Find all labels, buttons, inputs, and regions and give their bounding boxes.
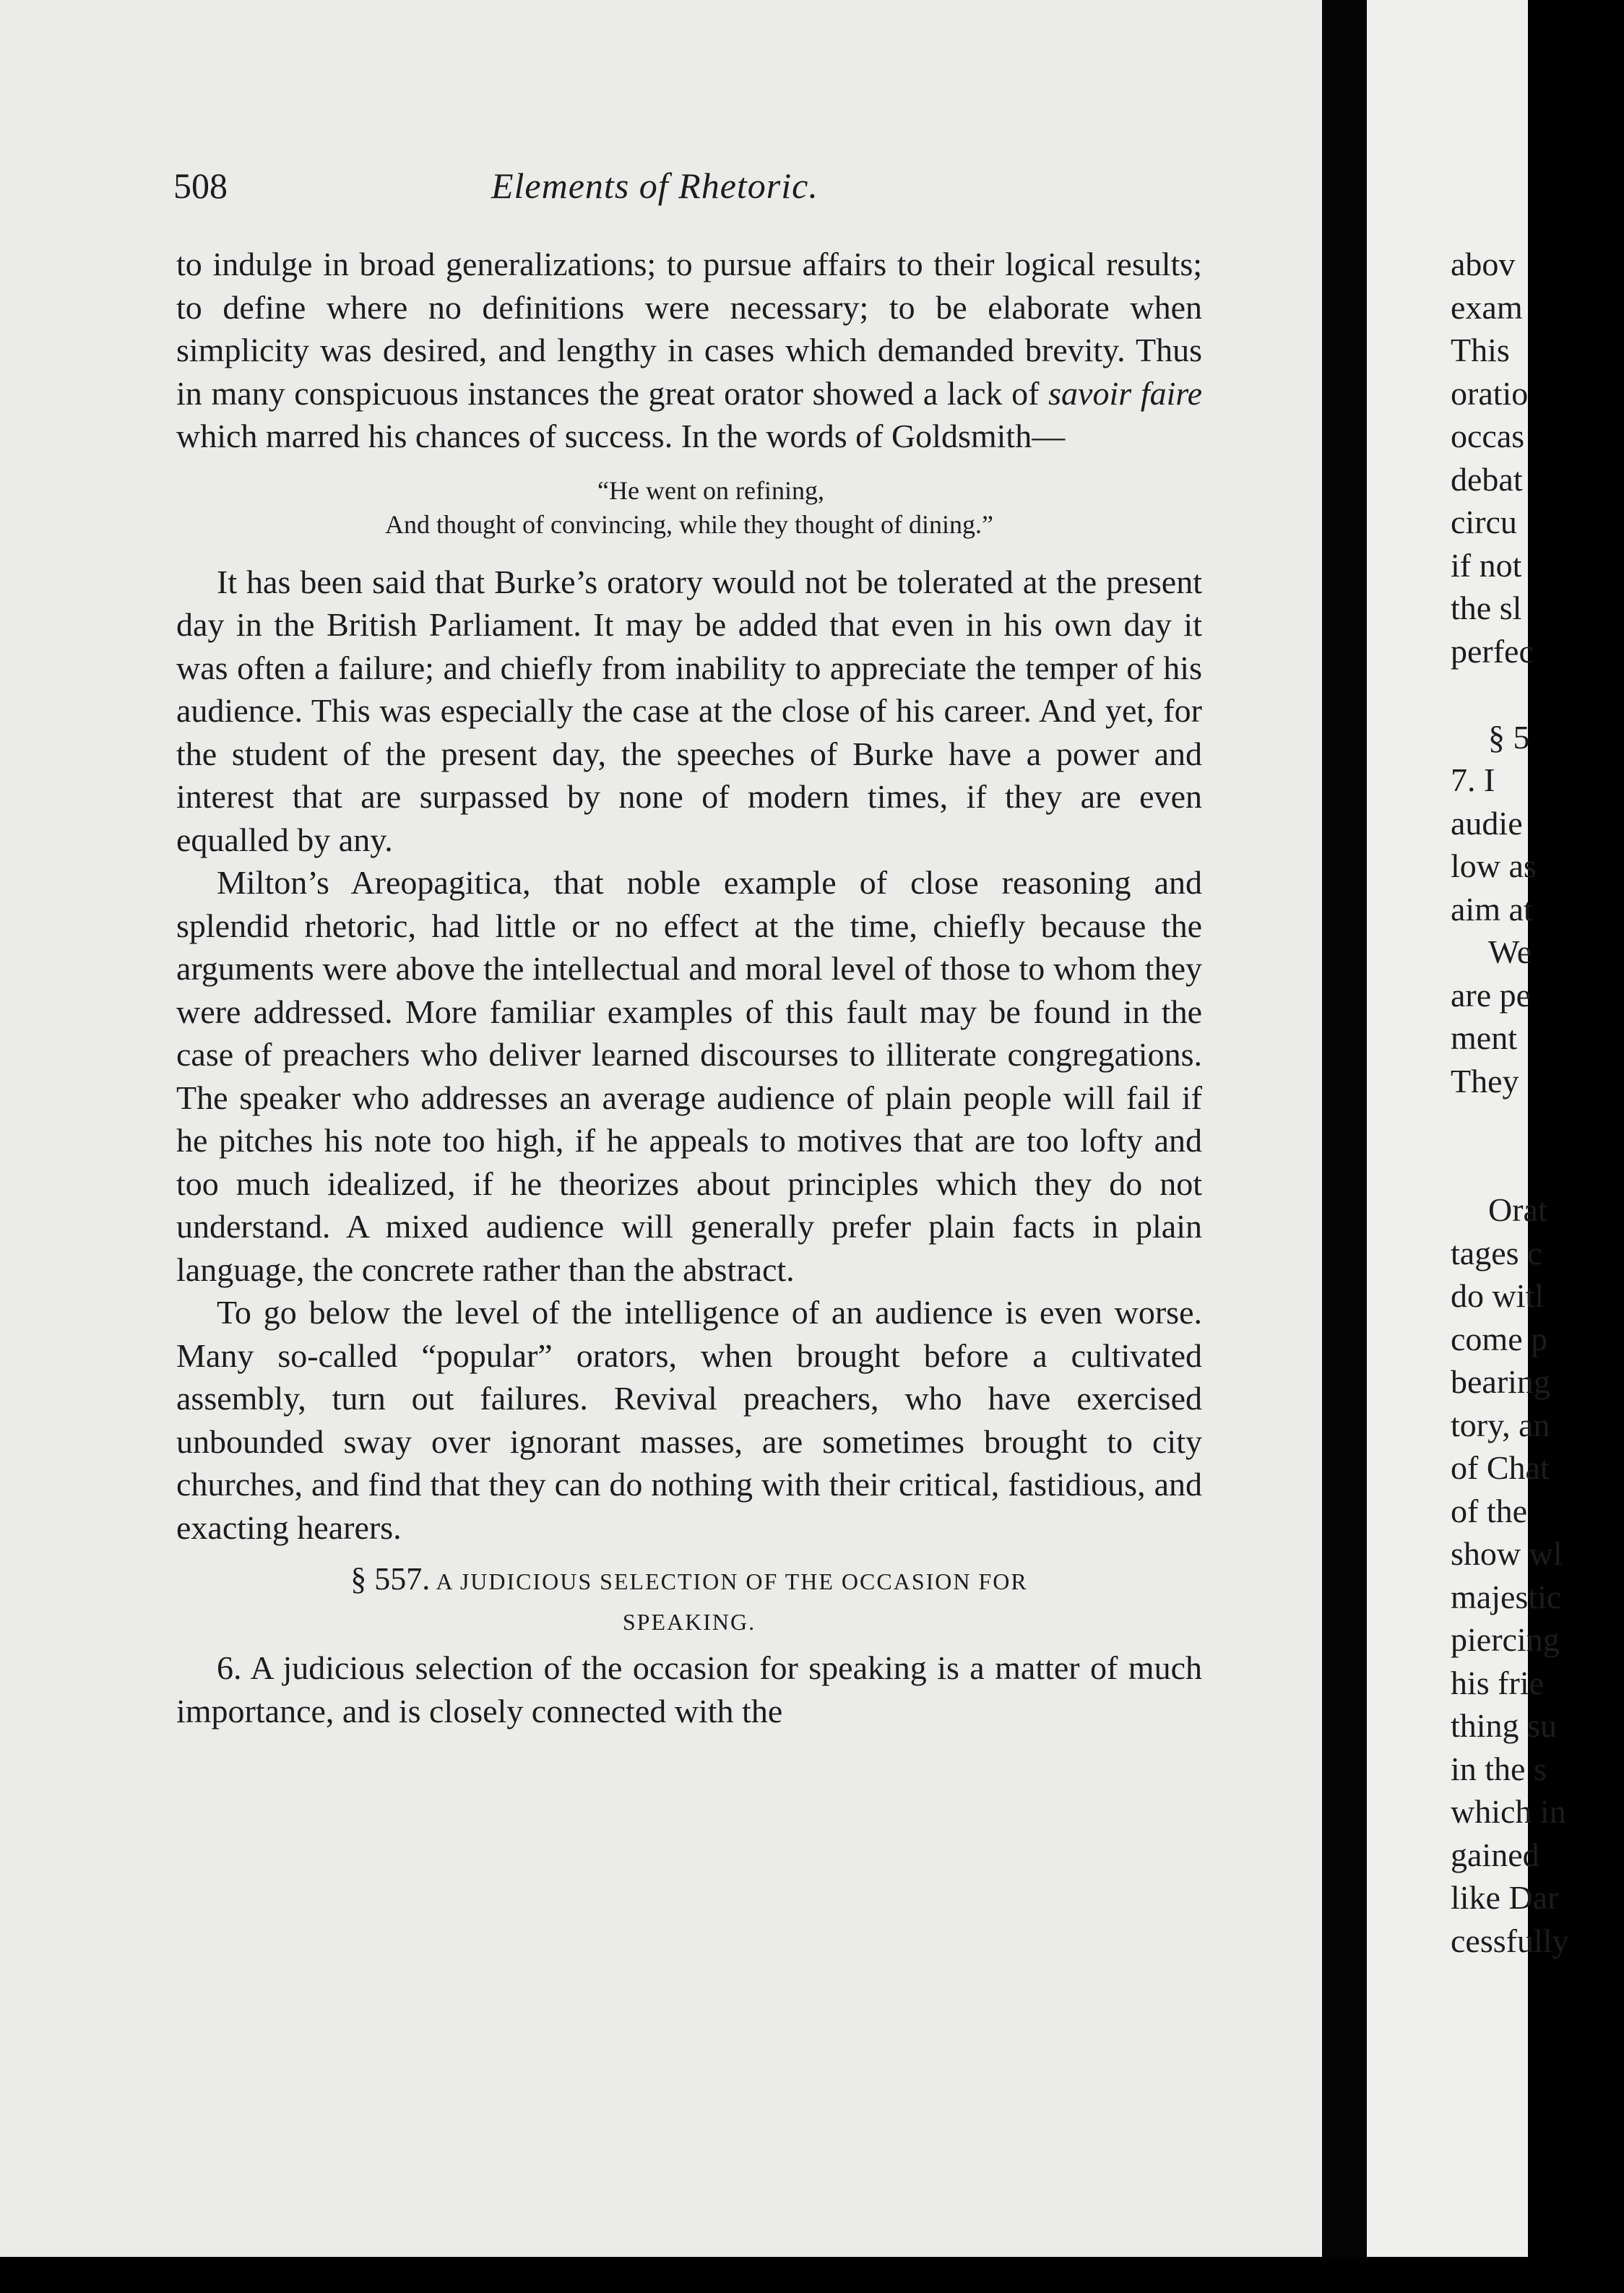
page-number: 508 bbox=[173, 165, 228, 206]
paragraph-burke: It has been said that Burke’s oratory would not be tolerated at the present day in the British Parliament. It may be added that even in his own day it was often a failure; and chiefly from inability to appreciate the temper of his audience. This was especially the case at the close of his career. And yet, for the student of the present day, the speeches of Burke have a power and interest that are surpassed by none of modern times, if they are even equalled by any. bbox=[176, 563, 1202, 858]
right-book-page bbox=[1367, 0, 1569, 2257]
right-page-line: majestic bbox=[1451, 1578, 1562, 1615]
paragraph-intro: to indulge in broad generalizations; to pursue affairs to their logical results; to define where no definitions were necessary; to be elaborate when simplicity was desired, and lengthy in cases which demanded brevity. Thus in many conspicuous instances the great orator showed a lack of savoir faire which marred his chances of success. In the words of Goldsmith— bbox=[176, 246, 1202, 454]
right-page-line: the sl bbox=[1451, 590, 1522, 626]
right-page-line: circu bbox=[1451, 504, 1517, 540]
right-page-line: debat bbox=[1451, 460, 1523, 498]
right-page-line: aim at bbox=[1451, 890, 1533, 928]
right-page-line: of Chat bbox=[1451, 1449, 1550, 1486]
right-page-line: of the bbox=[1451, 1492, 1528, 1529]
section-mark: § 557. bbox=[350, 1561, 431, 1597]
running-head bbox=[173, 165, 1206, 215]
right-page-line: thing su bbox=[1451, 1707, 1557, 1744]
section-heading bbox=[176, 1559, 1202, 1642]
right-page-line: They bbox=[1451, 1062, 1519, 1100]
right-page-line bbox=[1451, 673, 1624, 716]
right-page-line: like Dar bbox=[1451, 1879, 1559, 1916]
right-page-line: perfec bbox=[1451, 632, 1534, 670]
book-gutter bbox=[1322, 0, 1367, 2257]
running-head-title: Elements of Rhetoric. bbox=[491, 165, 819, 206]
right-page-line: exam bbox=[1451, 288, 1523, 326]
right-page-line: piercing bbox=[1451, 1621, 1560, 1658]
right-page-line: show wl bbox=[1451, 1535, 1563, 1572]
right-page-line bbox=[1451, 1102, 1624, 1146]
right-page-line: do witl bbox=[1451, 1277, 1545, 1314]
right-page-line: his frie bbox=[1451, 1664, 1545, 1701]
right-page-line: cessfully bbox=[1451, 1922, 1569, 1959]
section-heading-line-1: A JUDICIOUS SELECTION OF THE OCCASION FOR bbox=[436, 1568, 1028, 1594]
scan-border bbox=[0, 2257, 1528, 2293]
right-page-line: come p bbox=[1451, 1320, 1548, 1357]
right-page-line bbox=[1451, 1146, 1624, 1189]
right-page-line: We bbox=[1488, 933, 1532, 970]
right-page-line: are pe bbox=[1451, 976, 1532, 1014]
right-page-line: oratio bbox=[1451, 374, 1529, 412]
right-page-line: low as bbox=[1451, 847, 1537, 884]
right-page-line: Orat bbox=[1488, 1191, 1547, 1228]
right-page-line: abov bbox=[1451, 246, 1516, 282]
right-page-line: This bbox=[1451, 332, 1510, 368]
right-page-line: occas bbox=[1451, 418, 1525, 454]
right-page-line: ment bbox=[1451, 1019, 1517, 1056]
right-page-line: § 5 bbox=[1488, 718, 1530, 756]
body-text bbox=[176, 243, 1202, 1732]
right-page-line: tages c bbox=[1451, 1234, 1542, 1271]
right-page-line: audie bbox=[1451, 804, 1523, 842]
right-page-line: if not bbox=[1451, 546, 1522, 584]
quote-line-1: “He went on refining, bbox=[597, 475, 824, 505]
quote-line-2: And thought of convincing, while they thought of dining.” bbox=[385, 509, 993, 539]
right-page-line: which in bbox=[1451, 1793, 1566, 1830]
right-page-text bbox=[1451, 243, 1624, 1962]
paragraph-below-level: To go below the level of the intelligence of an audience is even worse. Many so-called “popular” orators, when brought before a cultivated assembly, turn out failures. Revival preachers, who have exercised unbounded sway over ignorant masses, are sometimes brought to city churches, and find that they can do nothing with their critical, fastidious, and exacting hearers. bbox=[176, 1294, 1202, 1546]
right-page-line: bearing bbox=[1451, 1363, 1550, 1400]
section-heading-line-2: SPEAKING. bbox=[622, 1609, 756, 1635]
paragraph-milton: Milton’s Areopagitica, that noble example of close reasoning and splendid rhetoric, had little or no effect at the time, chiefly because the arguments were above the intellectual and moral level of those to whom they were addressed. More familiar examples of this fault may be found in the case of preachers who deliver learned discourses to illiterate congregations. The speaker who addresses an average audience of plain people will fail if he pitches his note too high, if he appeals to motives that are too lofty and too much idealized, if he theorizes about principles which they do not understand. A mixed audience will generally prefer plain facts in plain language, the concrete rather than the abstract. bbox=[176, 864, 1202, 1288]
goldsmith-quote bbox=[176, 474, 1202, 542]
right-page-line: gained bbox=[1451, 1836, 1539, 1873]
paragraph-occasion: 6. A judicious selection of the occasion for speaking is a matter of much importance, and is closely connected with the bbox=[176, 1649, 1202, 1730]
right-page-line: in the s bbox=[1451, 1750, 1547, 1787]
right-page-line: tory, an bbox=[1451, 1406, 1550, 1443]
italic-phrase: savoir faire bbox=[1048, 374, 1202, 412]
right-page-line: 7. I bbox=[1451, 761, 1495, 798]
